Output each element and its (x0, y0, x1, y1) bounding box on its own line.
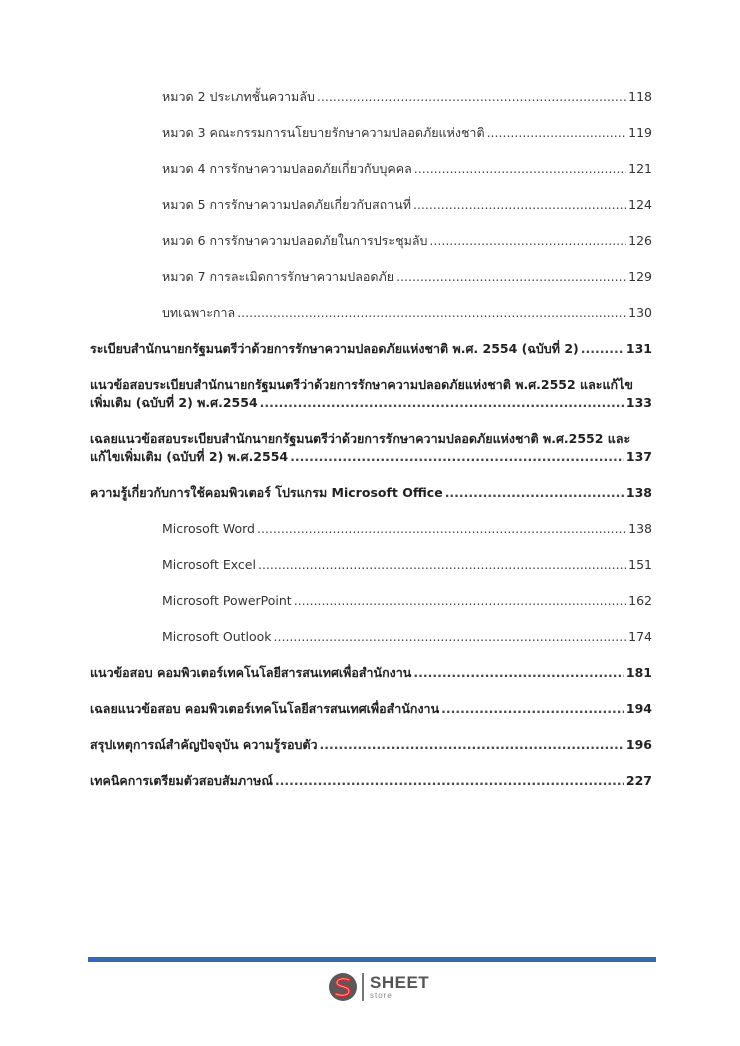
toc-entry-page: 138 (625, 485, 652, 500)
dot-leader (396, 268, 626, 286)
dot-leader (429, 232, 626, 250)
toc-entry-page: 124 (628, 197, 652, 212)
toc-entry-title: บทเฉพาะกาล (162, 305, 236, 320)
toc-entry[interactable] (90, 556, 652, 574)
toc-entry-page: 194 (625, 701, 652, 716)
toc-entry-page: 151 (628, 557, 652, 572)
toc-entry-title: ระเบียบสำนักนายกรัฐมนตรีว่าด้วยการรักษาความปลอดภัยแห่งชาติ พ.ศ. 2554 (ฉบับที่ 2) (90, 341, 579, 356)
toc-entry-page: 130 (628, 305, 652, 320)
toc-entry-title-line1: แนวข้อสอบระเบียบสำนักนายกรัฐมนตรีว่าด้วยการรักษาความปลอดภัยแห่งชาติ พ.ศ.2552 และแก้ไข (90, 377, 633, 392)
dot-leader (487, 124, 627, 142)
toc-entry-title: หมวด 3 คณะกรรมการนโยบายรักษาความปลอดภัยแห่งชาติ (162, 125, 485, 140)
toc-entry-page: 181 (625, 665, 652, 680)
toc-entry[interactable] (90, 88, 652, 106)
toc-entry[interactable] (90, 268, 652, 286)
toc-entry-page: 126 (628, 233, 652, 248)
toc-entry-title: เฉลยแนวข้อสอบ คอมพิวเตอร์เทคโนโลยีสารสนเทศเพื่อสำนักงาน (90, 701, 440, 716)
dot-leader (581, 340, 624, 358)
toc-entry[interactable] (90, 628, 652, 646)
logo-divider (362, 973, 364, 1001)
toc-entry-title: Microsoft Excel (162, 557, 256, 572)
toc-entry-page: 131 (625, 341, 652, 356)
toc-entry-title-line1: เฉลยแนวข้อสอบระเบียบสำนักนายกรัฐมนตรีว่าด้วยการรักษาความปลอดภัยแห่งชาติ พ.ศ.2552 และ (90, 431, 631, 446)
toc-entry[interactable] (90, 700, 652, 718)
toc-entry[interactable] (90, 304, 652, 322)
dot-leader (290, 448, 624, 466)
dot-leader (414, 160, 626, 178)
dot-leader (413, 664, 624, 682)
dot-leader (413, 196, 626, 214)
toc-entry-page: 129 (628, 269, 652, 284)
toc-entry[interactable] (90, 736, 652, 754)
dot-leader (237, 304, 626, 322)
toc-entry-title: หมวด 5 การรักษาความปลดภัยเกี่ยวกับสถานที่ (162, 197, 411, 212)
toc-entry[interactable] (90, 592, 652, 610)
logo-wordmark (370, 974, 429, 1000)
toc-entry[interactable] (90, 340, 652, 358)
toc-entry-page: 227 (625, 773, 652, 788)
toc-entry-page: 118 (628, 89, 652, 104)
toc-entry[interactable] (90, 664, 652, 682)
logo-brand-sub: store (370, 991, 393, 1000)
toc-entry[interactable] (90, 160, 652, 178)
toc-entry-title: หมวด 7 การละเมิดการรักษาความปลอดภัย (162, 269, 395, 284)
dot-leader (317, 88, 626, 106)
toc-entry-title: Microsoft Outlook (162, 629, 272, 644)
footer-rule (88, 957, 656, 962)
dot-leader (274, 628, 627, 646)
logo-brand: SHEET (370, 973, 430, 992)
toc-entry-page: 137 (625, 449, 652, 464)
toc-entry-title: Microsoft PowerPoint (162, 593, 292, 608)
toc-entry-title: Microsoft Word (162, 521, 255, 536)
toc-entry-title: สรุปเหตุการณ์สำคัญปัจจุบัน ความรู้รอบตัว (90, 737, 318, 752)
table-of-contents (90, 88, 652, 808)
toc-entry[interactable] (90, 376, 652, 412)
toc-entry-page: 196 (625, 737, 652, 752)
toc-entry[interactable] (90, 772, 652, 790)
toc-entry-title: หมวด 2 ประเภทชั้นความลับ (162, 89, 315, 104)
toc-entry-page: 162 (628, 593, 652, 608)
toc-entry[interactable] (90, 124, 652, 142)
toc-entry-page: 121 (628, 161, 652, 176)
toc-entry-title-line2: แก้ไขเพิ่มเติม (ฉบับที่ 2) พ.ศ.2554 (90, 449, 289, 464)
toc-entry-title-line2: เพิ่มเติม (ฉบับที่ 2) พ.ศ.2554 (90, 395, 258, 410)
dot-leader (441, 700, 624, 718)
toc-entry[interactable] (90, 430, 652, 466)
dot-leader (260, 394, 624, 412)
toc-entry-title: เทคนิคการเตรียมตัวสอบสัมภาษณ์ (90, 773, 273, 788)
toc-entry[interactable] (90, 232, 652, 250)
toc-entry[interactable] (90, 520, 652, 538)
dot-leader (258, 556, 626, 574)
toc-entry-title: แนวข้อสอบ คอมพิวเตอร์เทคโนโลยีสารสนเทศเพื่อสำนักงาน (90, 665, 412, 680)
dot-leader (275, 772, 624, 790)
dot-leader (257, 520, 626, 538)
toc-entry-page: 138 (628, 521, 652, 536)
toc-entry-page: 119 (628, 125, 652, 140)
dot-leader (320, 736, 624, 754)
toc-entry-title: ความรู้เกี่ยวกับการใช้คอมพิวเตอร์ โปรแกรม Microsoft Office (90, 485, 443, 500)
dot-leader (445, 484, 624, 502)
sheet-store-s-icon (328, 972, 358, 1002)
toc-entry-title: หมวด 6 การรักษาความปลอดภัยในการประชุมลับ (162, 233, 428, 248)
toc-entry-page: 174 (628, 629, 652, 644)
toc-entry[interactable] (90, 196, 652, 214)
toc-entry-title: หมวด 4 การรักษาความปลอดภัยเกี่ยวกับบุคคล (162, 161, 412, 176)
toc-entry[interactable] (90, 484, 652, 502)
dot-leader (294, 592, 626, 610)
toc-entry-page: 133 (625, 395, 652, 410)
sheet-store-logo (328, 970, 429, 1004)
